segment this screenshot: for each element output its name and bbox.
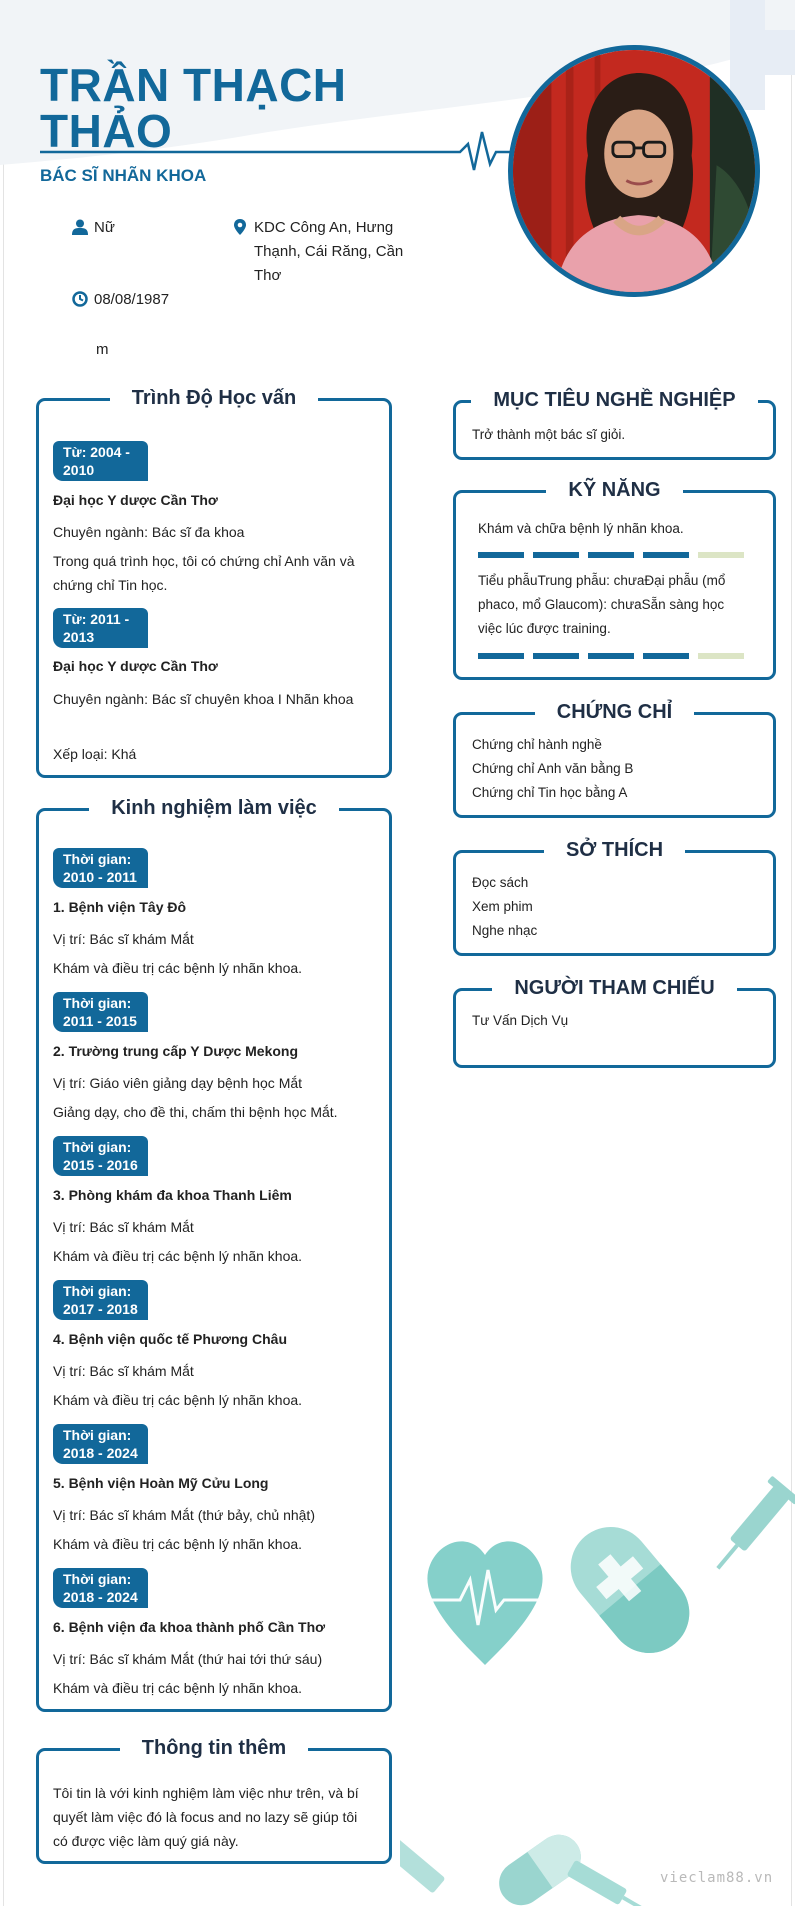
experience-desc-1: Khám và điều trị các bệnh lý nhãn khoa. — [53, 960, 303, 976]
education-school-1: Đại học Y dược Cần Thơ — [53, 492, 218, 508]
location-pin-icon — [232, 219, 248, 235]
objective-text: Trở thành một bác sĩ giỏi. — [472, 427, 626, 442]
certificate-item-2: Chứng chỉ Anh văn bằng B — [472, 761, 634, 776]
skill-level-segment — [533, 552, 579, 558]
skill-level-segment — [698, 653, 744, 659]
experience-period-4: Thời gian: 2017 - 2018 — [53, 1280, 148, 1320]
experience-period-3: Thời gian: 2015 - 2016 — [53, 1136, 148, 1176]
avatar — [508, 45, 760, 297]
experience-company-4: 4. Bệnh viện quốc tế Phương Châu — [53, 1331, 288, 1347]
education-note-2: Xếp loại: Khá — [53, 746, 137, 762]
skill-level-segment — [643, 552, 689, 558]
skill-level-bar-1 — [478, 552, 744, 558]
watermark: vieclam88.vn — [660, 1870, 774, 1886]
certificates-title: CHỨNG CHỈ — [535, 701, 694, 723]
education-section — [36, 387, 392, 778]
certificate-item-1: Chứng chỉ hành nghề — [472, 737, 602, 752]
address-value: KDC Công An, Hưng Thạnh, Cái Răng, Cần Thơ — [254, 219, 404, 284]
candidate-name-line-1: TRẦN THẠCH — [40, 59, 347, 111]
experience-position-5: Vị trí: Bác sĩ khám Mắt (thứ bảy, chủ nhật) — [53, 1507, 315, 1523]
pill-icon — [554, 1511, 705, 1670]
skill-item-1: Khám và chữa bệnh lý nhãn khoa. — [478, 521, 684, 536]
certificate-item-3: Chứng chỉ Tin học bằng A — [472, 785, 628, 800]
experience-desc-3: Khám và điều trị các bệnh lý nhãn khoa. — [53, 1248, 303, 1264]
syringe-icon-top — [704, 1476, 795, 1580]
experience-position-6: Vị trí: Bác sĩ khám Mắt (thứ hai tới thứ sáu) — [53, 1651, 323, 1667]
medical-cross-icon — [725, 0, 795, 110]
gender-value: Nữ — [94, 219, 115, 236]
avatar-photo — [513, 50, 755, 292]
skill-level-segment — [643, 653, 689, 659]
more-info-title: Thông tin thêm — [120, 1737, 308, 1759]
more-info-section — [36, 1737, 392, 1864]
education-school-2: Đại học Y dược Cần Thơ — [53, 658, 218, 674]
syringe-icon-bottom — [400, 1823, 451, 1899]
experience-period-6: Thời gian: 2018 - 2024 — [53, 1568, 148, 1608]
education-major-2: Chuyên ngành: Bác sĩ chuyên khoa I Nhãn khoa — [53, 691, 354, 707]
experience-period-1: Thời gian: 2010 - 2011 — [53, 848, 148, 888]
experience-period-5: Thời gian: 2018 - 2024 — [53, 1424, 148, 1464]
skill-item-2: Tiểu phẫuTrung phẫu: chưaĐại phẫu (mổ phaco, mổ Glaucom): chưaSẵn sàng học việc lúc được training. — [478, 573, 726, 636]
experience-position-4: Vị trí: Bác sĩ khám Mắt — [53, 1363, 194, 1379]
references-title: NGƯỜI THAM CHIẾU — [492, 977, 736, 999]
objective-section — [453, 389, 776, 460]
experience-desc-4: Khám và điều trị các bệnh lý nhãn khoa. — [53, 1392, 303, 1408]
hobby-item-3: Nghe nhạc — [472, 923, 538, 938]
page-edge-left — [3, 0, 4, 1906]
experience-desc-5: Khám và điều trị các bệnh lý nhãn khoa. — [53, 1536, 303, 1552]
skills-section — [453, 479, 776, 680]
education-period-1: Từ: 2004 - 2010 — [53, 441, 148, 481]
skills-title: KỸ NĂNG — [546, 479, 682, 501]
experience-desc-6: Khám và điều trị các bệnh lý nhãn khoa. — [53, 1680, 303, 1696]
hobbies-title: SỞ THÍCH — [544, 839, 685, 861]
experience-company-5: 5. Bệnh viện Hoàn Mỹ Cửu Long — [53, 1475, 269, 1491]
contact-extra: m — [96, 341, 109, 358]
objective-title: MỤC TIÊU NGHỀ NGHIỆP — [471, 389, 757, 411]
experience-position-3: Vị trí: Bác sĩ khám Mắt — [53, 1219, 194, 1235]
education-note-1: Trong quá trình học, tôi có chứng chỉ Anh văn và chứng chỉ Tin học. — [53, 553, 355, 593]
skill-level-segment — [478, 653, 524, 659]
birthday-value: 08/08/1987 — [94, 291, 170, 308]
candidate-name-line-2: THẢO — [40, 105, 173, 157]
experience-desc-2: Giảng dạy, cho đề thi, chấm thi bệnh học Mắt. — [53, 1104, 338, 1120]
more-info-text: Tôi tin là với kinh nghiệm làm việc như trên, và bí quyết làm việc đó là focus and no lazy sẽ giúp tôi có được việc làm quý giá này. — [53, 1785, 359, 1849]
experience-company-3: 3. Phòng khám đa khoa Thanh Liêm — [53, 1187, 292, 1203]
skill-level-segment — [588, 552, 634, 558]
hobby-item-1: Đọc sách — [472, 875, 529, 890]
education-period-2: Từ: 2011 - 2013 — [53, 608, 148, 648]
job-title: BÁC SĨ NHÃN KHOA — [40, 166, 207, 185]
experience-title: Kinh nghiệm làm việc — [89, 797, 339, 819]
experience-company-2: 2. Trường trung cấp Y Dược Mekong — [53, 1043, 299, 1059]
skill-level-segment — [478, 552, 524, 558]
certificates-section — [453, 701, 776, 818]
skill-level-segment — [533, 653, 579, 659]
hobbies-section — [453, 839, 776, 956]
experience-position-2: Vị trí: Giáo viên giảng dạy bệnh học Mắt — [53, 1075, 303, 1091]
experience-period-2: Thời gian: 2011 - 2015 — [53, 992, 148, 1032]
references-text: Tư Vấn Dịch Vụ — [472, 1013, 569, 1028]
hobby-item-2: Xem phim — [472, 899, 533, 914]
user-icon — [72, 219, 88, 235]
heart-icon — [427, 1541, 542, 1665]
education-major-1: Chuyên ngành: Bác sĩ đa khoa — [53, 524, 245, 540]
experience-company-1: 1. Bệnh viện Tây Đô — [53, 899, 187, 915]
syringe-icon-right — [567, 1860, 650, 1906]
experience-company-6: 6. Bệnh viện đa khoa thành phố Cần Thơ — [53, 1619, 326, 1635]
medical-illustrations — [400, 1470, 795, 1906]
skill-level-segment — [698, 552, 744, 558]
skill-level-bar-2 — [478, 653, 744, 659]
experience-position-1: Vị trí: Bác sĩ khám Mắt — [53, 931, 194, 947]
references-section — [453, 977, 776, 1068]
skill-level-segment — [588, 653, 634, 659]
experience-section — [36, 797, 392, 1712]
education-title: Trình Độ Học vấn — [110, 387, 318, 409]
clock-icon — [72, 291, 88, 307]
